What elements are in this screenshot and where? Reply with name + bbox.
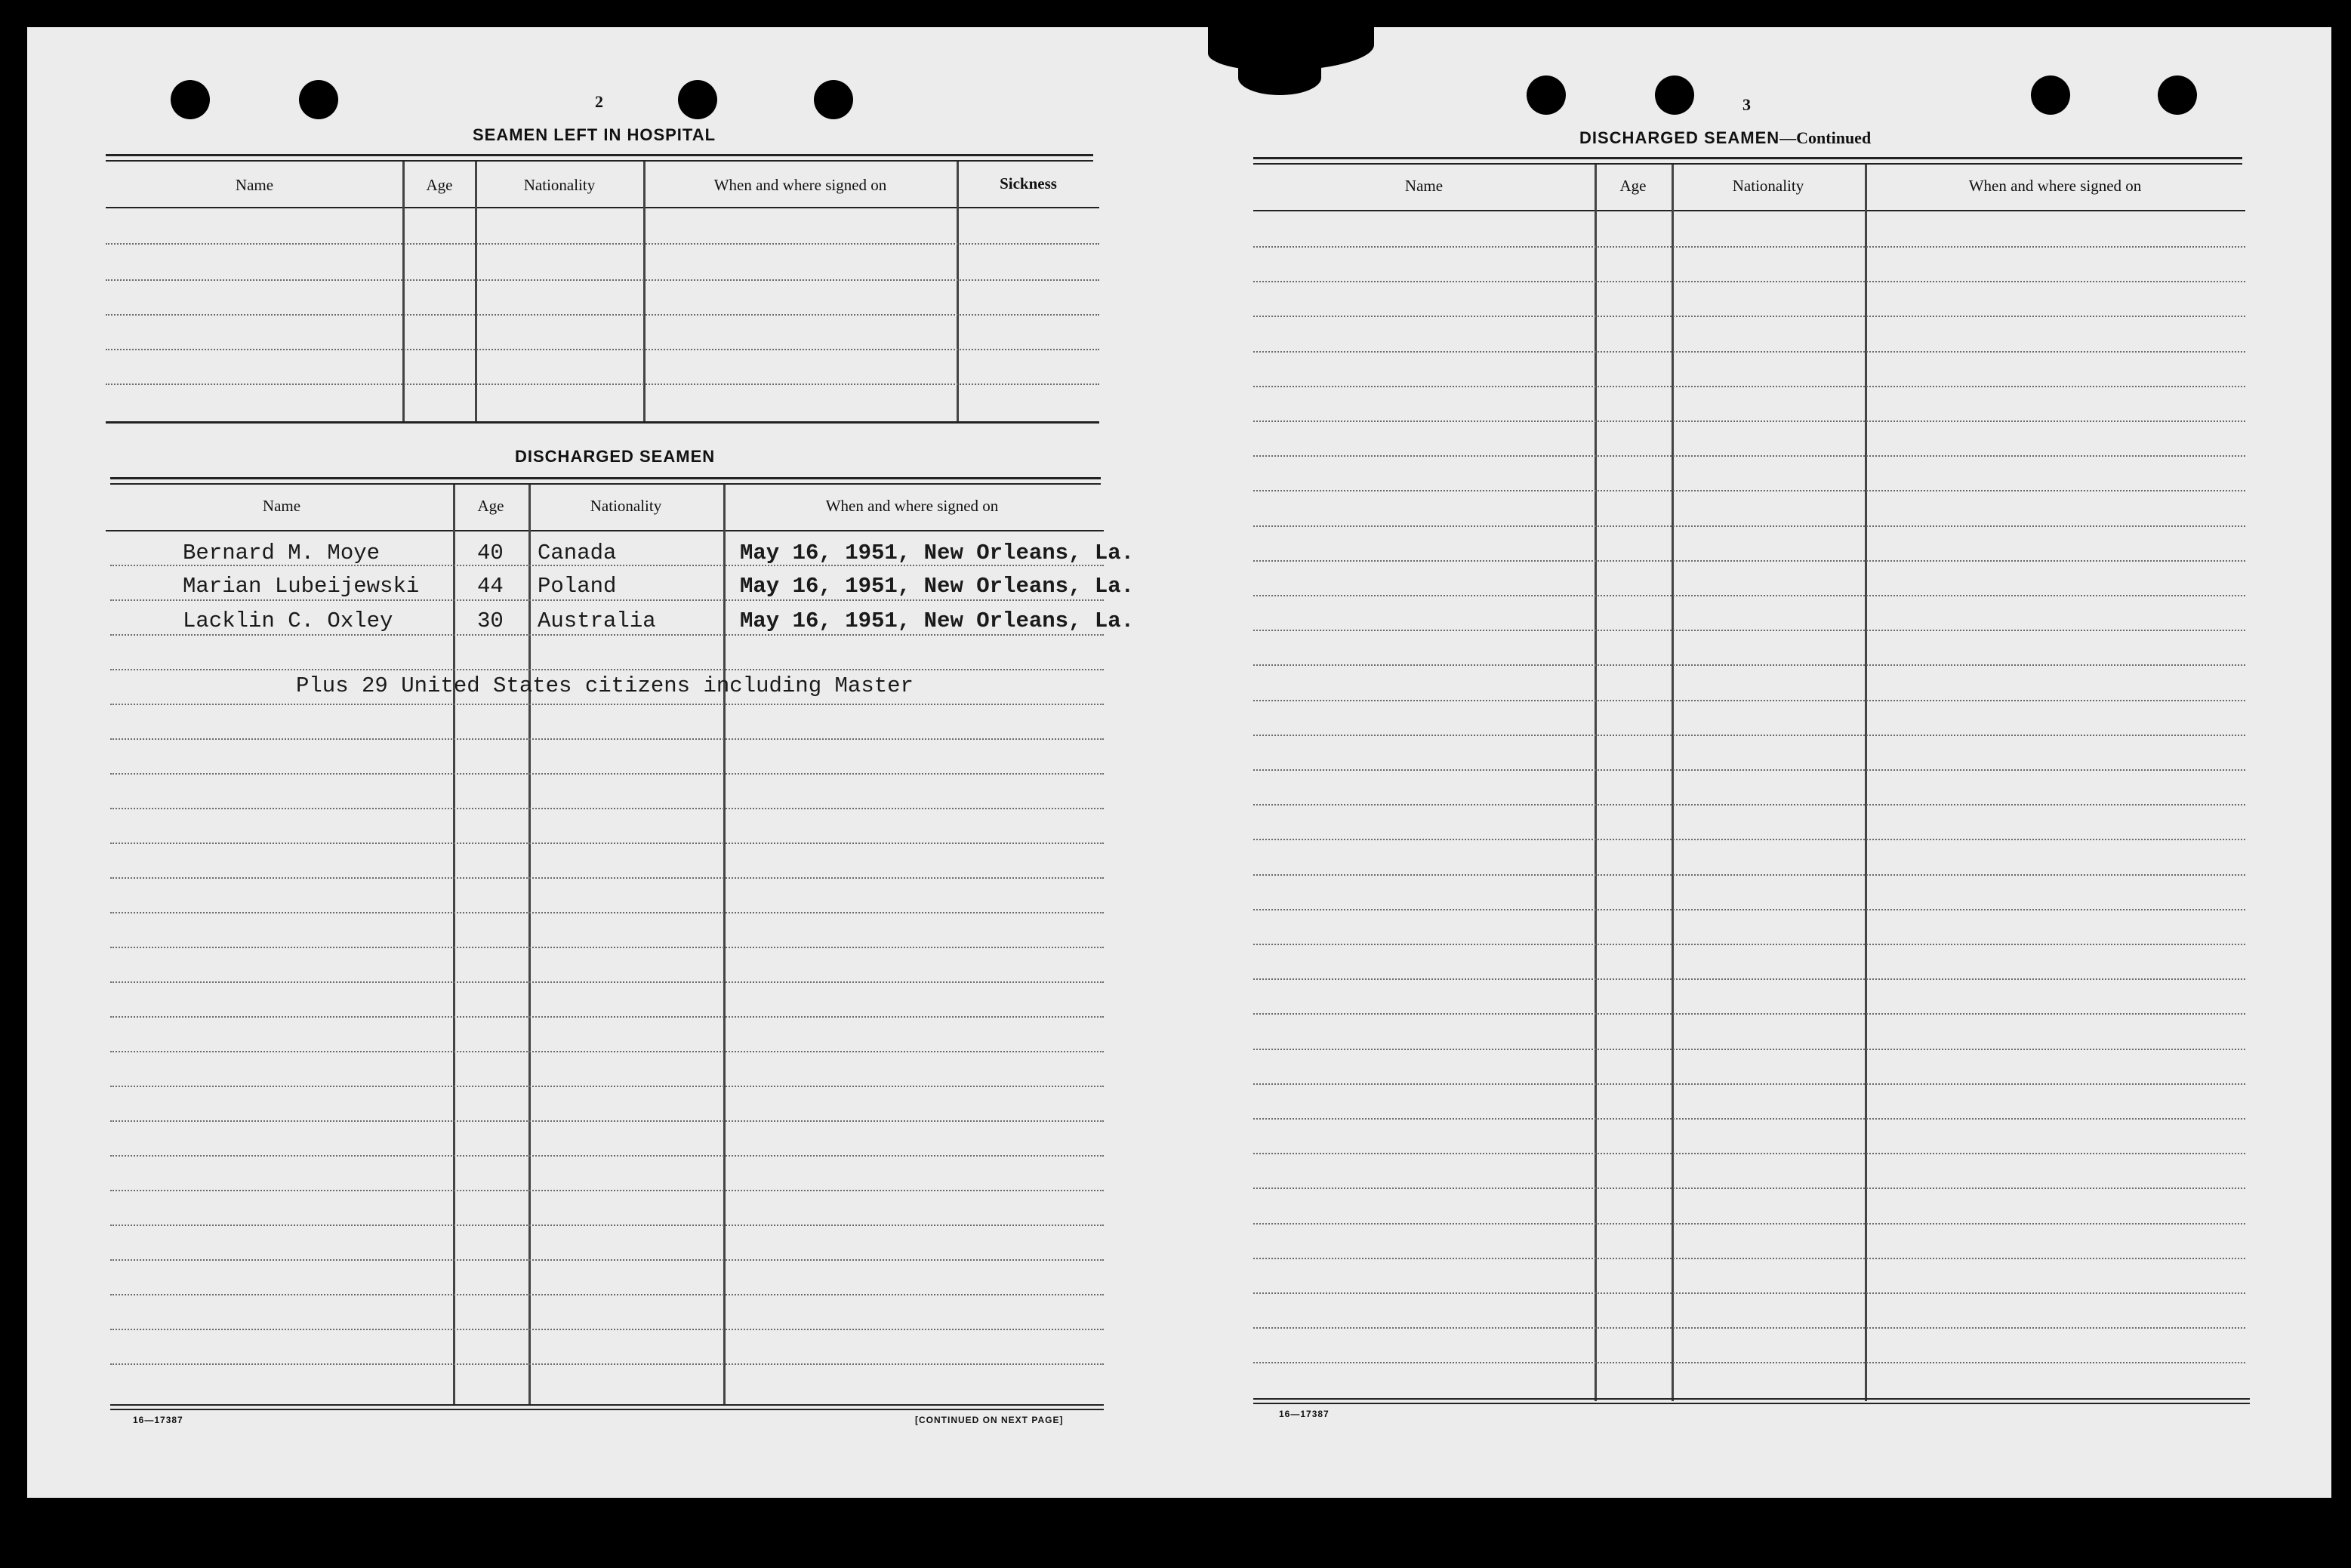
seaman-signed-on: May 16, 1951, New Orleans, La. — [740, 541, 1135, 565]
row-rule — [1253, 944, 2245, 945]
col-header-signed-on: When and where signed on — [713, 176, 887, 194]
col-header-sickness: Sickness — [1000, 174, 1057, 193]
table-top-rule — [110, 483, 1101, 485]
row-rule — [1253, 560, 2245, 562]
seaman-name: Lacklin C. Oxley — [183, 608, 393, 633]
column-divider — [1672, 165, 1674, 1401]
table-top-rule — [1253, 163, 2242, 165]
col-header-signed-on: When and where signed on — [825, 497, 999, 515]
document-paper — [27, 27, 2331, 1498]
row-rule — [110, 1259, 1104, 1261]
hospital-section-title: SEAMEN LEFT IN HOSPITAL — [473, 125, 716, 144]
header-rule — [106, 530, 1104, 531]
row-rule — [1253, 525, 2245, 527]
row-rule — [110, 773, 1104, 775]
row-rule — [110, 947, 1104, 948]
col-header-age: Age — [477, 497, 504, 515]
punch-hole — [2158, 75, 2197, 115]
header-rule — [106, 207, 1099, 208]
punch-hole — [814, 80, 853, 119]
row-rule — [110, 912, 1104, 913]
page-number: 2 — [595, 92, 603, 111]
column-divider — [1595, 165, 1597, 1401]
row-rule — [110, 599, 1104, 601]
punch-hole — [678, 80, 717, 119]
seaman-nationality: Canada — [538, 541, 617, 565]
row-rule — [1253, 1292, 2245, 1294]
seaman-nationality: Australia — [538, 608, 656, 633]
row-rule — [110, 1225, 1104, 1226]
row-rule — [110, 634, 1104, 636]
punch-hole — [171, 80, 210, 119]
column-divider — [957, 162, 959, 421]
table-top-rule — [110, 477, 1101, 479]
row-rule — [110, 1329, 1104, 1330]
row-rule — [1253, 281, 2245, 282]
row-rule — [1253, 1362, 2245, 1363]
row-rule — [1253, 386, 2245, 387]
column-divider — [723, 485, 726, 1404]
header-rule — [1253, 210, 2245, 211]
col-header-name: Name — [262, 497, 301, 515]
punch-hole — [1527, 75, 1566, 115]
row-rule — [1253, 1258, 2245, 1259]
row-rule — [106, 243, 1099, 245]
row-rule — [106, 279, 1099, 281]
discharged-section-title: DISCHARGED SEAMEN — [515, 447, 716, 466]
row-rule — [106, 384, 1099, 385]
column-divider — [643, 162, 646, 421]
row-rule — [110, 808, 1104, 809]
row-rule — [1253, 874, 2245, 876]
row-rule — [1253, 909, 2245, 910]
column-divider — [475, 162, 477, 421]
col-header-signed-on: When and where signed on — [1968, 177, 2142, 195]
seaman-name: Marian Lubeijewski — [183, 574, 420, 599]
row-rule — [1253, 420, 2245, 422]
row-rule — [110, 1086, 1104, 1087]
row-rule — [1253, 735, 2245, 736]
col-header-name: Name — [1404, 177, 1444, 195]
table-bottom-rule — [110, 1409, 1104, 1410]
discharged-note: Plus 29 United States citizens including Master — [296, 673, 914, 698]
seaman-signed-on: May 16, 1951, New Orleans, La. — [740, 608, 1135, 633]
continued-section-title — [1579, 128, 1871, 148]
table-top-rule — [106, 160, 1093, 162]
punch-hole — [2031, 75, 2070, 115]
form-code: 16—17387 — [133, 1415, 183, 1425]
column-divider — [402, 162, 405, 421]
row-rule — [1253, 630, 2245, 631]
table-bottom-rule — [110, 1404, 1104, 1406]
row-rule — [1253, 1013, 2245, 1015]
row-rule — [110, 1363, 1104, 1365]
row-rule — [110, 1190, 1104, 1191]
row-rule — [1253, 351, 2245, 353]
row-rule — [110, 565, 1104, 566]
row-rule — [1253, 700, 2245, 701]
seaman-age: 44 — [477, 574, 504, 599]
row-rule — [110, 981, 1104, 983]
row-rule — [1253, 839, 2245, 840]
page-number: 3 — [1742, 95, 1751, 114]
row-rule — [1253, 246, 2245, 248]
row-rule — [110, 1294, 1104, 1295]
row-rule — [1253, 455, 2245, 457]
column-divider — [1865, 165, 1867, 1401]
row-rule — [110, 1051, 1104, 1052]
row-rule — [110, 877, 1104, 879]
row-rule — [110, 1016, 1104, 1018]
row-rule — [1253, 1327, 2245, 1329]
table-top-rule — [106, 154, 1093, 156]
row-rule — [1253, 769, 2245, 771]
row-rule — [110, 738, 1104, 740]
row-rule — [1253, 664, 2245, 666]
torn-edge — [1238, 60, 1321, 95]
row-rule — [1253, 978, 2245, 980]
col-header-nationality: Nationality — [590, 497, 662, 515]
row-rule — [110, 843, 1104, 844]
row-rule — [1253, 804, 2245, 806]
punch-hole — [299, 80, 338, 119]
row-rule — [110, 1155, 1104, 1157]
column-divider — [528, 485, 531, 1404]
row-rule — [1253, 316, 2245, 317]
table-top-rule — [1253, 157, 2242, 159]
continued-title-suffix: —Continued — [1779, 128, 1872, 147]
punch-hole — [1655, 75, 1694, 115]
form-code: 16—17387 — [1279, 1409, 1330, 1419]
row-rule — [106, 314, 1099, 316]
row-rule — [1253, 1049, 2245, 1050]
table-bottom-rule — [1253, 1398, 2250, 1400]
row-rule — [1253, 1118, 2245, 1120]
row-rule — [1253, 1188, 2245, 1189]
continued-note: [CONTINUED ON NEXT PAGE] — [915, 1415, 1064, 1425]
table-bottom-rule — [1253, 1403, 2250, 1404]
col-header-age: Age — [1619, 177, 1647, 195]
column-divider — [453, 485, 455, 1404]
row-rule — [1253, 1223, 2245, 1225]
seaman-age: 40 — [477, 541, 504, 565]
row-rule — [110, 1120, 1104, 1122]
seaman-signed-on: May 16, 1951, New Orleans, La. — [740, 574, 1135, 599]
col-header-name: Name — [235, 176, 274, 194]
col-header-age: Age — [426, 176, 453, 194]
col-header-nationality: Nationality — [523, 176, 596, 194]
row-rule — [106, 349, 1099, 350]
row-rule — [1253, 595, 2245, 596]
continued-title-text: DISCHARGED SEAMEN — [1579, 128, 1780, 147]
row-rule — [1253, 1153, 2245, 1154]
row-rule — [1253, 490, 2245, 491]
table-bottom-rule — [106, 421, 1099, 424]
row-rule — [1253, 1083, 2245, 1085]
row-rule — [110, 704, 1104, 705]
seaman-age: 30 — [477, 608, 504, 633]
col-header-nationality: Nationality — [1732, 177, 1804, 195]
seaman-name: Bernard M. Moye — [183, 541, 381, 565]
row-rule — [110, 669, 1104, 670]
seaman-nationality: Poland — [538, 574, 617, 599]
